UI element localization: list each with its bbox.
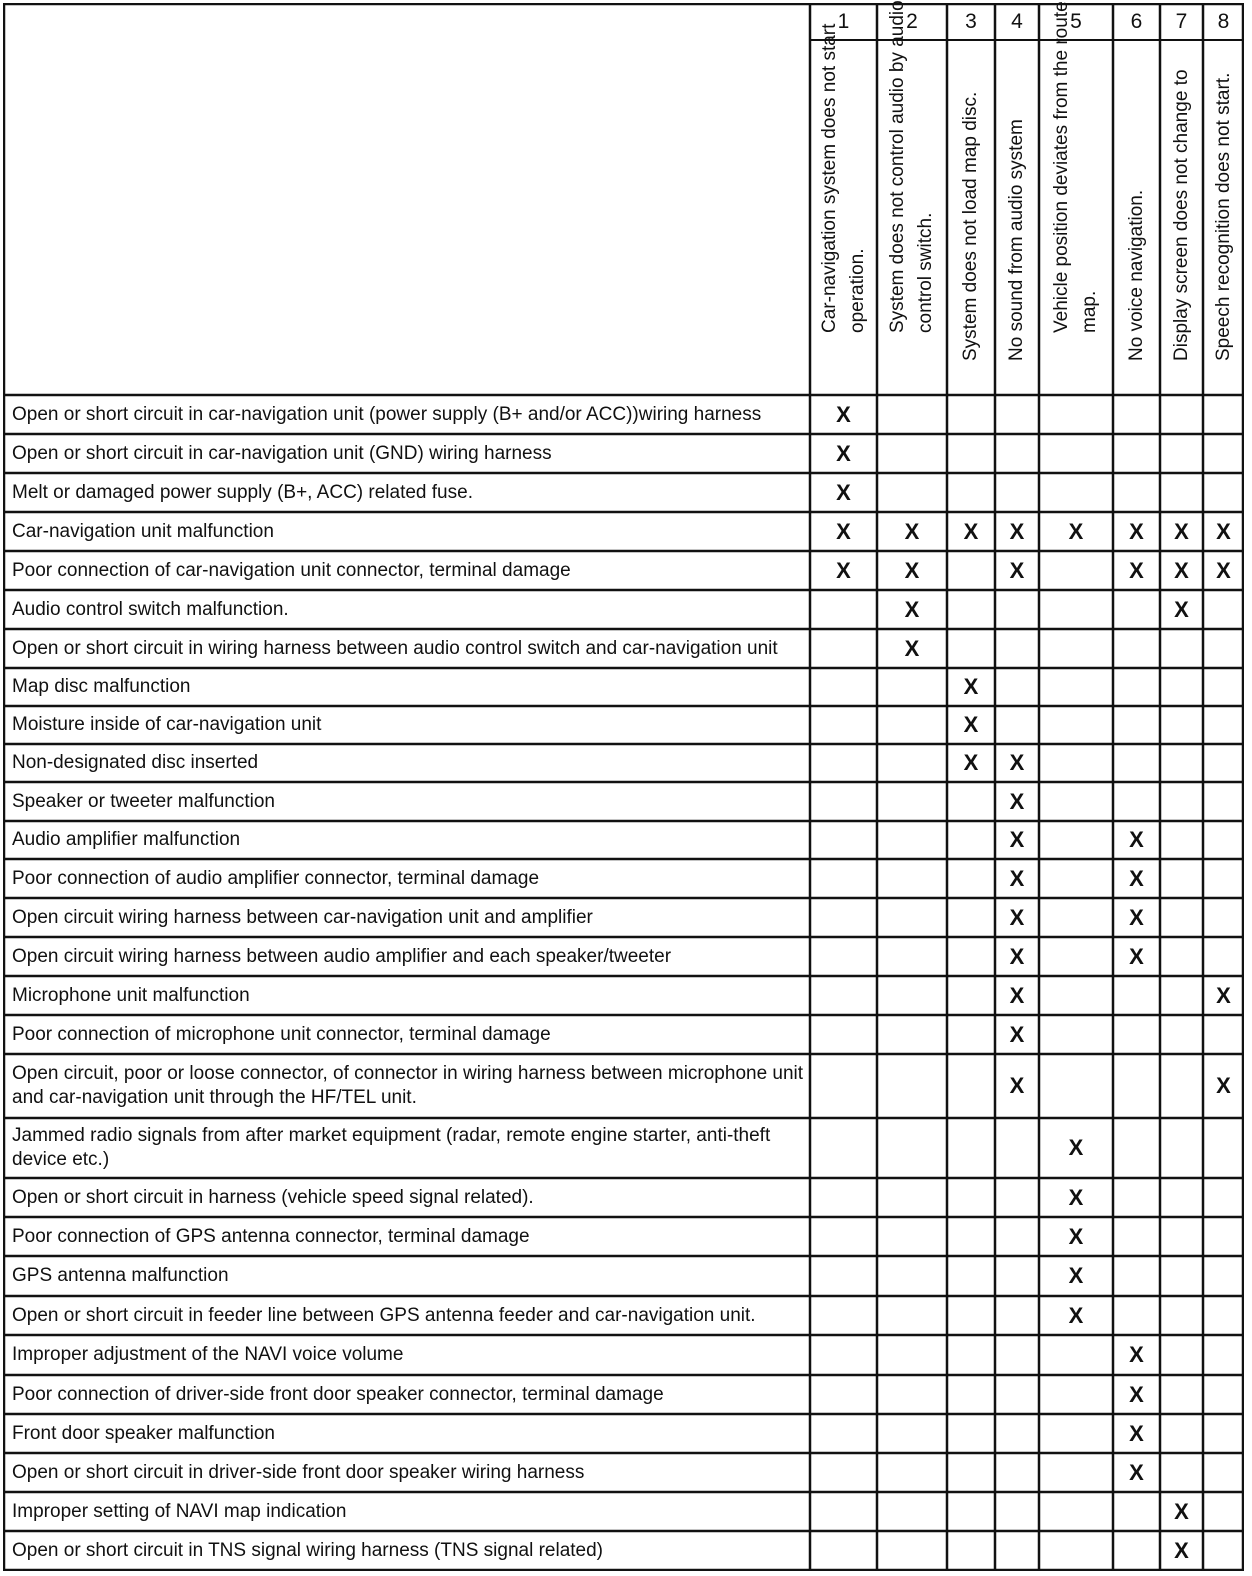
cause-description: Open or short circuit in harness (vehicle speed signal related). — [12, 1186, 534, 1208]
x-mark: X — [904, 518, 920, 544]
column-header — [877, 0, 947, 395]
x-mark: X — [1174, 1538, 1189, 1563]
column-header — [1203, 40, 1244, 395]
cause-description: Open circuit, poor or loose connector, of connector in wiring harness between microphone unit and car-navigation unit through the HF/TEL unit. — [12, 1063, 804, 1108]
x-mark: X — [904, 596, 920, 622]
x-mark: X — [1129, 827, 1144, 852]
x-mark: X — [1009, 788, 1025, 814]
column-number: 2 — [906, 9, 918, 33]
cause-description: Open or short circuit in driver-side front door speaker wiring harness — [12, 1461, 585, 1483]
cause-description: Open circuit wiring harness between audio amplifier and each speaker/tweeter — [12, 945, 672, 967]
x-mark: X — [1129, 1420, 1144, 1446]
cause-description: Poor connection of GPS antenna connector, terminal damage — [12, 1225, 530, 1247]
x-mark: X — [1129, 1342, 1144, 1367]
x-mark: X — [1068, 1223, 1084, 1249]
cause-description: Map disc malfunction — [12, 676, 191, 697]
column-number: 4 — [1011, 9, 1023, 33]
x-mark: X — [1009, 943, 1025, 969]
cause-description: Speaker or tweeter malfunction — [12, 790, 275, 812]
column-number: 8 — [1217, 9, 1230, 33]
x-mark: X — [1174, 518, 1189, 544]
x-mark: X — [1009, 750, 1025, 775]
x-mark: X — [904, 557, 920, 583]
cause-description: Car-navigation unit malfunction — [12, 520, 274, 542]
x-mark: X — [1009, 557, 1025, 583]
x-mark: X — [1129, 865, 1144, 891]
x-mark: X — [963, 674, 979, 699]
cause-description: Open or short circuit in feeder line between GPS antenna feeder and car-navigation unit. — [12, 1304, 756, 1326]
cause-description: Open or short circuit in TNS signal wiring harness (TNS signal related) — [12, 1540, 603, 1561]
column-header — [1039, 1, 1113, 395]
x-mark: X — [1174, 596, 1189, 622]
cause-description: Poor connection of driver-side front door speaker connector, terminal damage — [12, 1383, 664, 1405]
column-header — [1160, 40, 1203, 395]
cause-description: Improper adjustment of the NAVI voice volume — [12, 1344, 404, 1365]
symptom-cause-table — [3, 0, 1244, 1571]
column-header — [995, 40, 1039, 395]
x-mark: X — [836, 479, 851, 505]
column-number: 1 — [837, 9, 850, 33]
x-mark: X — [1216, 982, 1231, 1008]
x-mark: X — [1129, 518, 1144, 544]
symptom-label: No voice navigation. — [1125, 189, 1147, 361]
x-mark: X — [1129, 904, 1144, 930]
symptom-label: Speech recognition does not start. — [1212, 72, 1234, 361]
x-mark: X — [904, 635, 920, 661]
cause-description: Audio control switch malfunction. — [12, 598, 289, 620]
column-number: 5 — [1070, 9, 1082, 33]
symptom-label: No sound from audio system — [1006, 119, 1027, 361]
x-mark: X — [836, 557, 851, 583]
cause-description: Poor connection of audio amplifier connector, terminal damage — [12, 867, 540, 889]
cause-description: Open or short circuit in wiring harness between audio control switch and car-navigation unit — [12, 637, 778, 659]
column-header — [1113, 40, 1160, 395]
x-mark: X — [1009, 827, 1025, 852]
x-mark: X — [1216, 518, 1231, 544]
cause-description: Open or short circuit in car-navigation unit (power supply (B+ and/or ACC))wiring harness — [12, 403, 762, 425]
column-number: 3 — [965, 9, 977, 33]
x-mark: X — [1009, 982, 1025, 1008]
cause-description: Front door speaker malfunction — [12, 1422, 275, 1444]
x-mark: X — [963, 518, 979, 544]
x-mark: X — [1174, 557, 1189, 583]
cause-description: Jammed radio signals from after market equipment (radar, remote engine starter, anti-theft device etc.) — [12, 1125, 771, 1170]
x-mark: X — [836, 440, 851, 466]
symptom-label: Car-navigation system does not start operation. — [818, 23, 868, 333]
x-mark: X — [963, 712, 979, 737]
x-mark: X — [1009, 1021, 1025, 1047]
x-mark: X — [1009, 518, 1025, 544]
symptom-label: System does not load map disc. — [960, 91, 981, 361]
cause-description: Moisture inside of car-navigation unit — [12, 714, 322, 735]
cause-description: Microphone unit malfunction — [12, 984, 250, 1006]
column-header — [947, 40, 995, 395]
cause-description: Non-designated disc inserted — [12, 752, 259, 773]
cause-description: Open circuit wiring harness between car-navigation unit and amplifier — [12, 906, 593, 928]
x-mark: X — [1009, 865, 1025, 891]
column-header — [810, 23, 877, 395]
x-mark: X — [1174, 1498, 1189, 1524]
cause-description: Poor connection of car-navigation unit connector, terminal damage — [12, 559, 571, 581]
cause-description: Melt or damaged power supply (B+, ACC) related fuse. — [12, 481, 473, 503]
cause-description: Poor connection of microphone unit connector, terminal damage — [12, 1023, 551, 1045]
cause-description: GPS antenna malfunction — [12, 1265, 229, 1286]
column-number: 6 — [1130, 9, 1143, 33]
x-mark: X — [1068, 1184, 1084, 1210]
x-mark: X — [1216, 1073, 1231, 1098]
x-mark: X — [1216, 557, 1231, 583]
x-mark: X — [836, 518, 851, 544]
x-mark: X — [1129, 1381, 1144, 1407]
symptom-label: System does not control audio by audio control switch. — [887, 0, 936, 333]
x-mark: X — [1129, 557, 1144, 583]
symptom-label: Vehicle position deviates from the route map. — [1051, 1, 1100, 333]
cause-description: Open or short circuit in car-navigation unit (GND) wiring harness — [12, 442, 552, 464]
x-mark: X — [963, 750, 979, 775]
cause-description: Audio amplifier malfunction — [12, 829, 241, 850]
column-number: 7 — [1175, 9, 1188, 33]
x-mark: X — [1068, 1135, 1084, 1160]
x-mark: X — [1068, 1263, 1084, 1288]
cause-description: Improper setting of NAVI map indication — [12, 1500, 347, 1522]
x-mark: X — [1068, 518, 1084, 544]
symptom-label: Display screen does not change to — [1170, 69, 1192, 361]
x-mark: X — [1009, 1073, 1025, 1098]
x-mark: X — [836, 401, 851, 427]
x-mark: X — [1129, 943, 1144, 969]
x-mark: X — [1068, 1302, 1084, 1328]
x-mark: X — [1009, 904, 1025, 930]
x-mark: X — [1129, 1459, 1144, 1485]
